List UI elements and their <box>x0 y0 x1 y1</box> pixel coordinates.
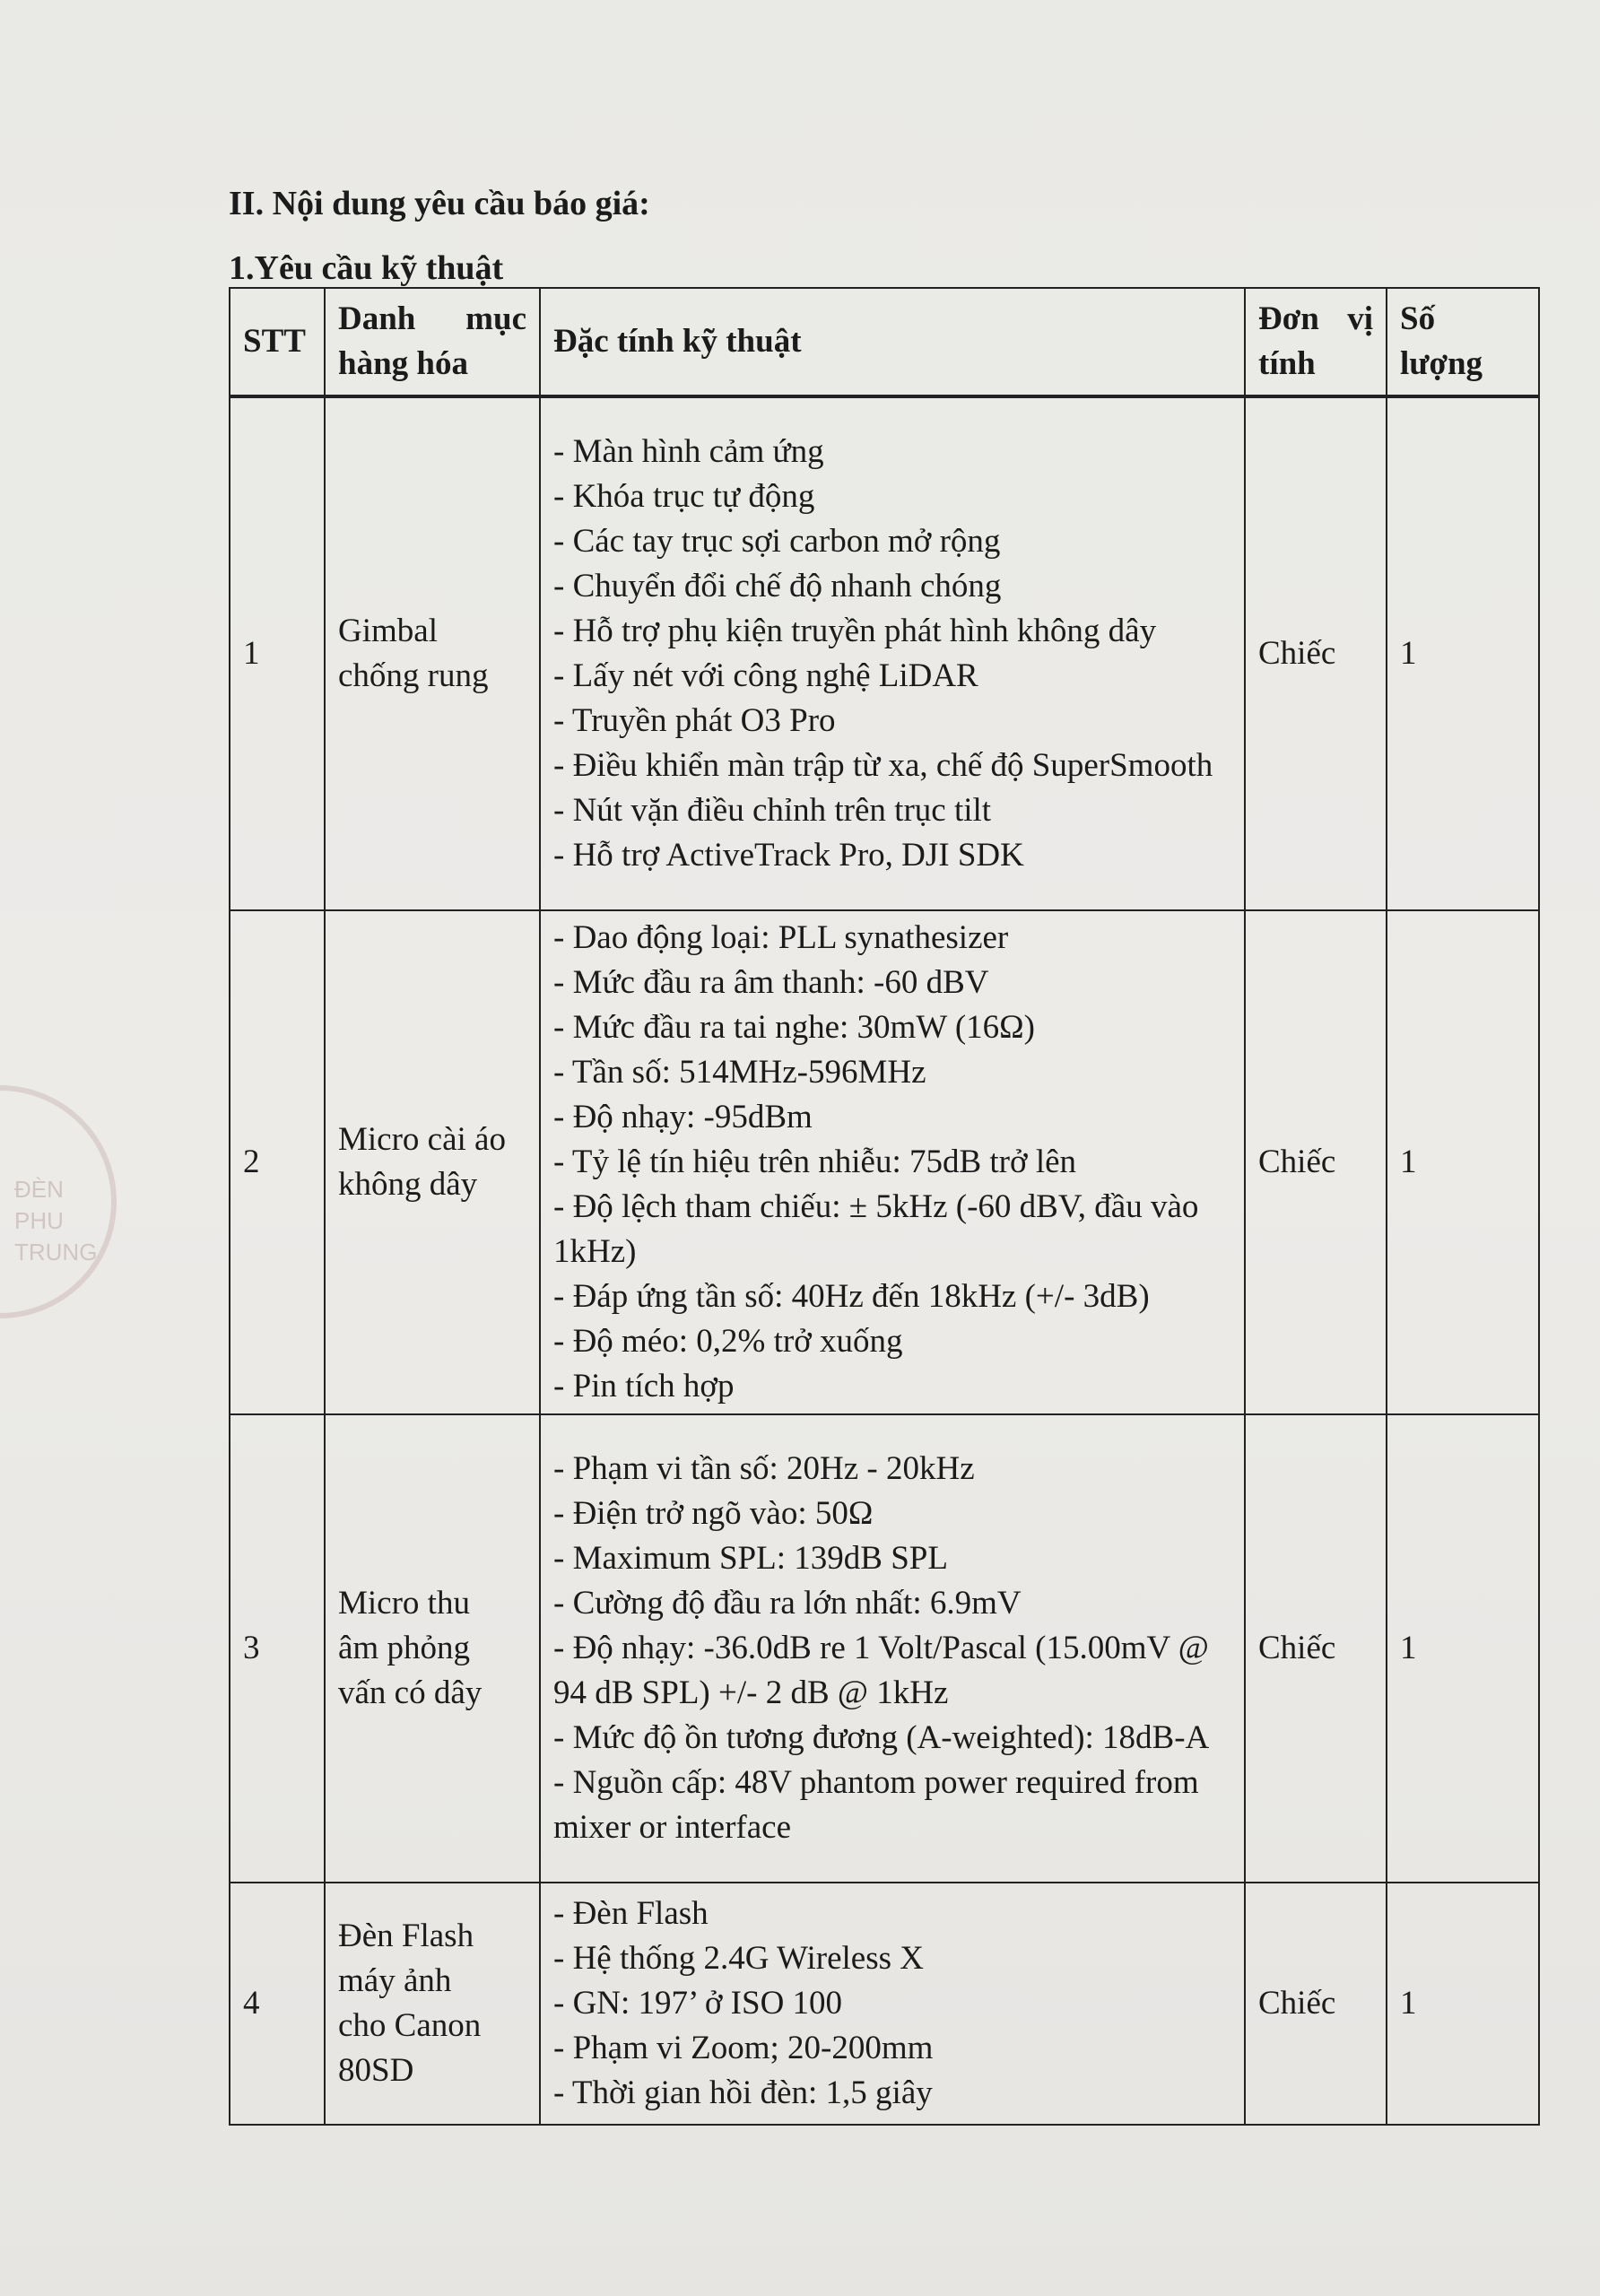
cell-unit: Chiếc <box>1245 1883 1387 2125</box>
cell-specs <box>540 396 1245 910</box>
header-unit-line2: tính <box>1258 345 1316 382</box>
cell-item-name <box>325 396 540 910</box>
spec-line: - Mức độ ồn tương đương (A-weighted): 18dB-A <box>553 1719 1210 1756</box>
header-spec: Đặc tính kỹ thuật <box>540 288 1245 396</box>
header-qty-line2: lượng <box>1400 345 1483 382</box>
item-name-line: Đèn Flash <box>338 1918 474 1954</box>
sub-title: 1.Yêu cầu kỹ thuật <box>229 249 504 287</box>
spec-line: - GN: 197’ ở ISO 100 <box>553 1985 843 2022</box>
stamp-text: TRUNG <box>14 1239 98 1265</box>
header-name <box>325 288 540 396</box>
cell-stt: 3 <box>230 1414 325 1883</box>
table-row <box>230 1883 1539 2125</box>
item-name-line: chống rung <box>338 657 489 694</box>
spec-line: - Điều khiển màn trập từ xa, chế độ SuperSmooth <box>553 747 1213 784</box>
item-name-line: máy ảnh <box>338 1962 452 1999</box>
stamp-text: ĐÈN <box>14 1176 64 1203</box>
item-name-line: vấn có dây <box>338 1674 483 1711</box>
item-name-line: Micro cài áo <box>338 1121 506 1158</box>
spec-line: - Phạm vi Zoom; 20-200mm <box>553 2030 934 2066</box>
cell-unit: Chiếc <box>1245 910 1387 1414</box>
spec-line: - Tần số: 514MHz-596MHz <box>553 1054 926 1091</box>
spec-line: - Hỗ trợ ActiveTrack Pro, DJI SDK <box>553 837 1024 874</box>
cell-stt: 2 <box>230 910 325 1414</box>
spec-line: - Khóa trục tự động <box>553 478 815 515</box>
header-qty <box>1387 288 1539 396</box>
cell-qty: 1 <box>1387 396 1539 910</box>
spec-table <box>229 287 1540 2126</box>
cell-qty: 1 <box>1387 1414 1539 1883</box>
header-stt: STT <box>230 288 325 396</box>
spec-line: - Pin tích hợp <box>553 1368 735 1405</box>
cell-unit: Chiếc <box>1245 1414 1387 1883</box>
spec-line: - Hỗ trợ phụ kiện truyền phát hình không dây <box>553 613 1157 649</box>
table-row <box>230 910 1539 1414</box>
header-name-line2: hàng hóa <box>338 345 468 382</box>
cell-qty: 1 <box>1387 910 1539 1414</box>
spec-line: - Các tay trục sợi carbon mở rộng <box>553 523 1001 560</box>
table-row <box>230 396 1539 910</box>
spec-line: - Chuyển đổi chế độ nhanh chóng <box>553 568 1002 604</box>
cell-stt: 1 <box>230 396 325 910</box>
item-name-line: cho Canon <box>338 2007 482 2044</box>
spec-line: - Độ lệch tham chiếu: ± 5kHz (-60 dBV, đầu vào 1kHz) <box>553 1188 1199 1270</box>
spec-line: - Độ nhạy: -36.0dB re 1 Volt/Pascal (15.00mV @ 94 dB SPL) +/- 2 dB @ 1kHz <box>553 1630 1209 1711</box>
spec-line: - Lấy nét với công nghệ LiDAR <box>553 657 978 694</box>
spec-line: - Đáp ứng tần số: 40Hz đến 18kHz (+/- 3dB) <box>553 1278 1150 1315</box>
spec-line: - Đèn Flash <box>553 1895 709 1932</box>
spec-line: - Độ nhạy: -95dBm <box>553 1099 813 1135</box>
cell-specs <box>540 910 1245 1414</box>
cell-specs <box>540 1414 1245 1883</box>
item-name-line: Gimbal <box>338 613 438 649</box>
cell-item-name <box>325 1883 540 2125</box>
item-name-line: âm phỏng <box>338 1630 470 1666</box>
section-title: II. Nội dung yêu cầu báo giá: <box>229 185 650 222</box>
spec-line: - Nguồn cấp: 48V phantom power required from mixer or interface <box>553 1764 1199 1846</box>
table-row <box>230 1414 1539 1883</box>
table-header-row <box>230 288 1539 396</box>
spec-line: - Mức đầu ra âm thanh: -60 dBV <box>553 964 989 1001</box>
spec-line: - Hệ thống 2.4G Wireless X <box>553 1940 924 1977</box>
cell-unit: Chiếc <box>1245 396 1387 910</box>
header-unit-word: vị <box>1347 300 1373 337</box>
spec-line: - Điện trở ngõ vào: 50Ω <box>553 1495 874 1532</box>
stamp-text: PHU <box>14 1207 64 1234</box>
cell-specs <box>540 1883 1245 2125</box>
header-unit <box>1245 288 1387 396</box>
spec-line: - Truyền phát O3 Pro <box>553 702 836 739</box>
stamp-seal <box>0 1085 117 1318</box>
item-name-line: 80SD <box>338 2052 414 2089</box>
spec-line: - Dao động loại: PLL synathesizer <box>553 919 1009 956</box>
cell-qty: 1 <box>1387 1883 1539 2125</box>
spec-line: - Màn hình cảm ứng <box>553 433 824 470</box>
cell-item-name <box>325 1414 540 1883</box>
spec-line: - Tỷ lệ tín hiệu trên nhiễu: 75dB trở lên <box>553 1144 1077 1180</box>
spec-line: - Nút vặn điều chỉnh trên trục tilt <box>553 792 992 829</box>
spec-line: - Phạm vi tần số: 20Hz - 20kHz <box>553 1450 975 1487</box>
header-unit-word: Đơn <box>1258 300 1319 337</box>
cell-stt: 4 <box>230 1883 325 2125</box>
header-qty-line1: Số <box>1400 300 1436 337</box>
item-name-line: Micro thu <box>338 1585 470 1622</box>
header-name-word: Danh <box>338 300 416 337</box>
cell-item-name <box>325 910 540 1414</box>
spec-line: - Maximum SPL: 139dB SPL <box>553 1540 948 1577</box>
header-name-word: mục <box>465 300 526 337</box>
spec-line: - Độ méo: 0,2% trở xuống <box>553 1323 903 1360</box>
item-name-line: không dây <box>338 1166 478 1203</box>
spec-line: - Cường độ đầu ra lớn nhất: 6.9mV <box>553 1585 1022 1622</box>
spec-line: - Thời gian hồi đèn: 1,5 giây <box>553 2074 933 2111</box>
spec-line: - Mức đầu ra tai nghe: 30mW (16Ω) <box>553 1009 1035 1046</box>
